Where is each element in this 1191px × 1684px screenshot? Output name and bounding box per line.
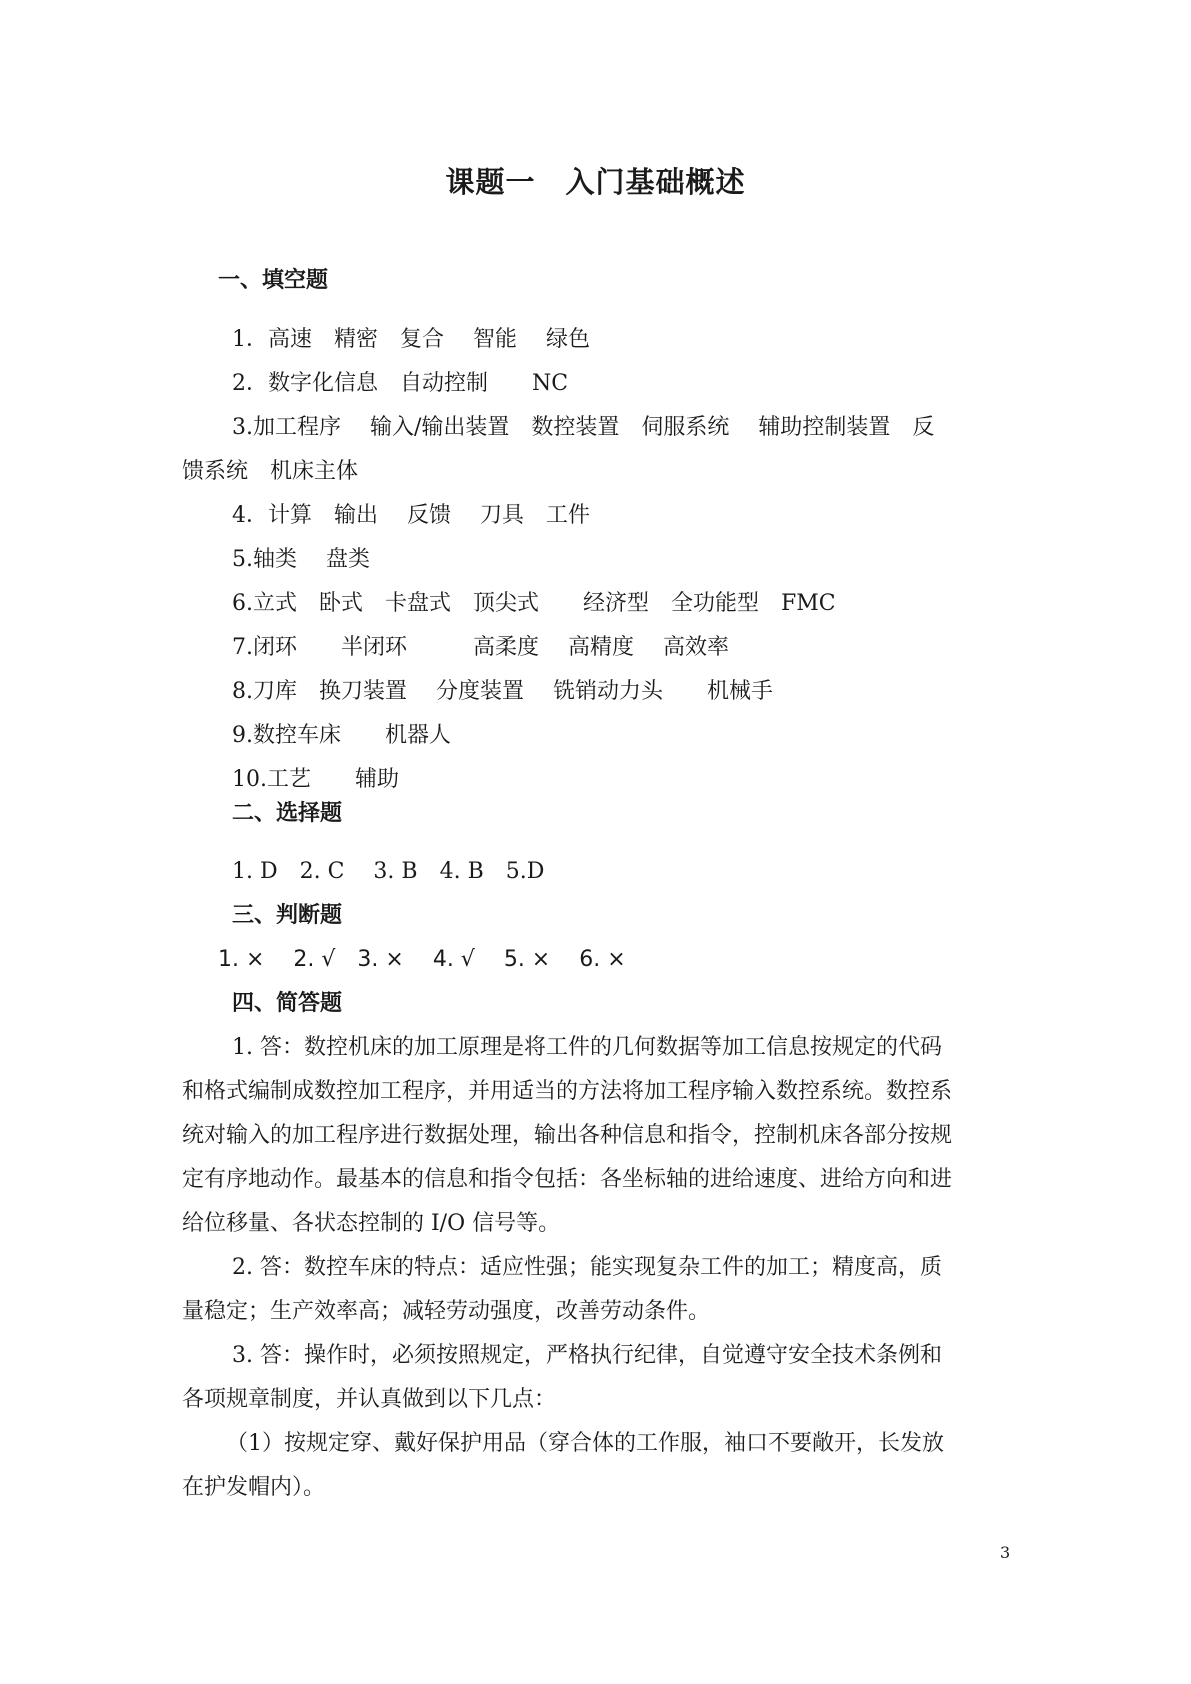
section-heading-fill: 一、填空题 — [218, 268, 329, 293]
judge-answers: 1. × 2. √ 3. × 4. √ 5. × 6. × — [218, 947, 626, 972]
short-answer-line: 1. 答：数控机床的加工原理是将工件的几何数据等加工信息按规定的代码 — [232, 1035, 942, 1060]
fill-answer-line: 2．数字化信息 自动控制 NC — [232, 371, 569, 396]
page-number: 3 — [1000, 1543, 1011, 1562]
fill-answer-line: 9.数控车床 机器人 — [232, 723, 451, 748]
choice-answers: 1. D 2. C 3. B 4. B 5.D — [232, 859, 545, 884]
short-answer-line: 各项规章制度，并认真做到以下几点： — [182, 1387, 557, 1412]
fill-answer-line: 馈系统 机床主体 — [182, 459, 359, 484]
short-answer-line: 给位移量、各状态控制的 I/O 信号等。 — [182, 1211, 561, 1236]
fill-answer-line: 3.加工程序 输入/输出装置 数控装置 伺服系统 辅助控制装置 反 — [232, 415, 935, 440]
short-answer-line: 统对输入的加工程序进行数据处理，输出各种信息和指令，控制机床各部分按规 — [182, 1123, 953, 1148]
short-answer-line: 3. 答：操作时，必须按照规定，严格执行纪律，自觉遵守安全技术条例和 — [232, 1343, 942, 1368]
fill-answer-line: 4．计算 输出 反馈 刀具 工件 — [232, 503, 590, 528]
fill-answer-line: 7.闭环 半闭环 高柔度 高精度 高效率 — [232, 635, 729, 660]
section-heading-choice: 二、选择题 — [232, 801, 343, 826]
short-answer-line: 在护发帽内）。 — [182, 1475, 326, 1500]
fill-answer-line: 1．高速 精密 复合 智能 绿色 — [232, 327, 590, 352]
fill-answer-line: 10.工艺 辅助 — [232, 767, 399, 792]
section-heading-short: 四、简答题 — [232, 991, 343, 1016]
short-answer-line: （1）按规定穿、戴好保护用品（穿合体的工作服，袖口不要敞开，长发放 — [226, 1431, 944, 1456]
fill-answer-line: 8.刀库 换刀装置 分度装置 铣销动力头 机械手 — [232, 679, 773, 704]
fill-answer-line: 5.轴类 盘类 — [232, 547, 370, 572]
short-answer-line: 2. 答：数控车床的特点：适应性强；能实现复杂工件的加工；精度高，质 — [232, 1255, 942, 1280]
short-answer-line: 和格式编制成数控加工程序，并用适当的方法将加工程序输入数控系统。数控系 — [182, 1079, 953, 1104]
page-title: 课题一 入门基础概述 — [445, 165, 746, 199]
short-answer-line: 定有序地动作。最基本的信息和指令包括：各坐标轴的进给速度、进给方向和进 — [182, 1167, 953, 1192]
section-heading-judge: 三、判断题 — [232, 903, 343, 928]
short-answer-line: 量稳定；生产效率高；减轻劳动强度，改善劳动条件。 — [182, 1299, 711, 1324]
fill-answer-line: 6.立式 卧式 卡盘式 顶尖式 经济型 全功能型 FMC — [232, 591, 836, 616]
